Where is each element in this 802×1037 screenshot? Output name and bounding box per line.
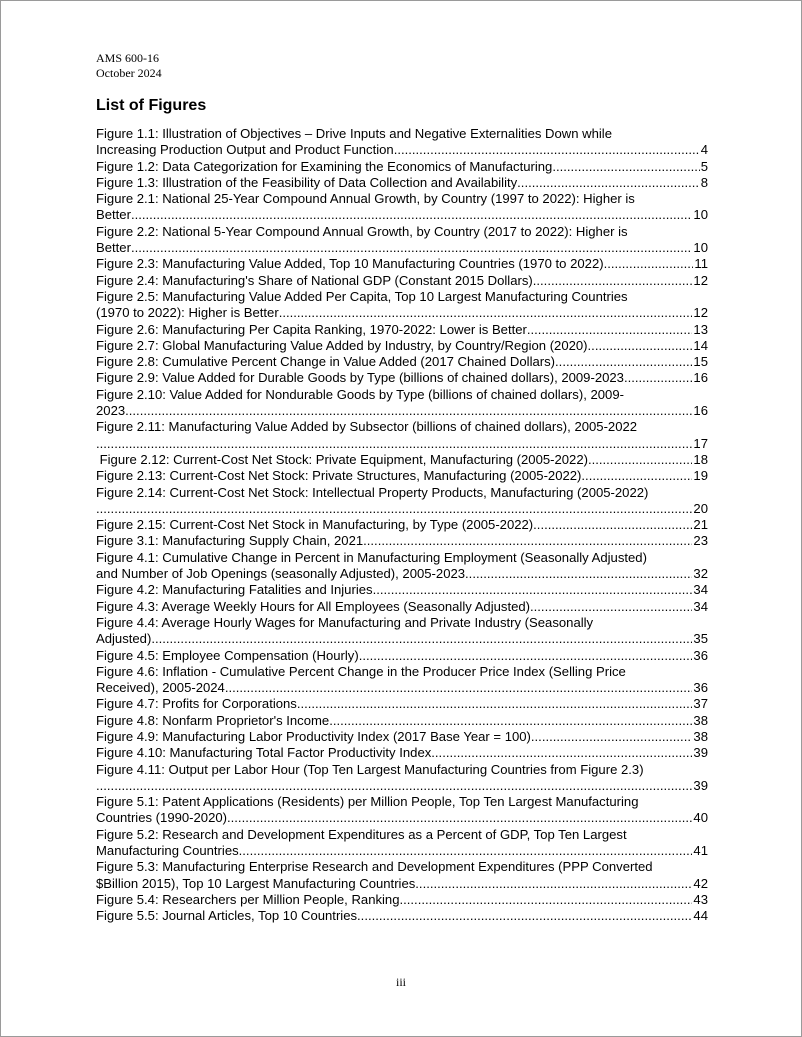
figure-entry-leader-row (96, 745, 708, 761)
dot-leader (96, 436, 692, 452)
figure-page-number: 17 (693, 435, 708, 451)
figure-page-number: 21 (693, 517, 708, 533)
document-header (96, 51, 162, 80)
figure-entry-text: Figure 4.11: Output per Labor Hour (Top Ten Largest Manufacturing Countries from Figure 2.3) (96, 761, 644, 777)
figure-entry[interactable] (96, 468, 708, 484)
figure-page-number: 34 (693, 598, 708, 614)
figure-entry-text: Figure 4.1: Cumulative Change in Percent in Manufacturing Employment (Seasonally Adjusted) (96, 549, 647, 565)
figure-entry-leader-row (96, 631, 708, 647)
dot-leader (227, 810, 692, 826)
figure-entry[interactable] (96, 419, 708, 452)
figure-entry-text: 2023 (96, 403, 126, 419)
page-number: iii (395, 975, 406, 989)
dot-leader (555, 354, 692, 370)
dot-leader (533, 517, 692, 533)
figure-entry[interactable] (96, 289, 708, 322)
dot-leader (131, 240, 692, 256)
figure-entry[interactable] (96, 892, 708, 908)
dot-leader (373, 582, 693, 598)
figure-entry-leader-row (96, 533, 708, 549)
figure-entry-leader-row (96, 810, 708, 826)
figure-entry-leader-row (96, 908, 708, 924)
figure-entry-text: Figure 2.12: Current-Cost Net Stock: Private Equipment, Manufacturing (2005-2022) (96, 451, 588, 467)
figure-entry-text: Better (96, 240, 131, 256)
figure-entry-text: Figure 2.8: Cumulative Percent Change in Value Added (2017 Chained Dollars) (96, 354, 556, 370)
figure-page-number: 38 (693, 728, 708, 744)
figure-entry[interactable] (96, 729, 708, 745)
figure-entry[interactable] (96, 224, 708, 257)
dot-leader (151, 631, 692, 647)
dot-leader (604, 256, 694, 272)
figure-entry-text: Figure 4.4: Average Hourly Wages for Manufacturing and Private Industry (Seasonally (96, 614, 594, 630)
figure-page-number: 15 (693, 354, 708, 370)
figure-page-number: 19 (693, 468, 708, 484)
figure-entry-leader-row (96, 322, 708, 338)
figure-entry-leader-row (96, 240, 708, 256)
figure-entry-leader-row (96, 778, 708, 794)
figure-entry-text: Figure 4.6: Inflation - Cumulative Percent Change in the Producer Price Index (Selling Price (96, 663, 626, 679)
figure-entry-text: Figure 2.1: National 25-Year Compound Annual Growth, by Country (1997 to 2022): Higher is (96, 191, 635, 207)
figure-entry-leader-row (96, 159, 708, 175)
figure-entry[interactable] (96, 273, 708, 289)
figure-entry-leader-row (96, 256, 708, 272)
figure-entry-text: Received), 2005-2024 (96, 680, 225, 696)
figure-entry-text: Countries (1990-2020) (96, 810, 228, 826)
dot-leader (517, 175, 700, 191)
figure-entry-leader-row (96, 713, 708, 729)
figure-page-number: 23 (693, 533, 708, 549)
figure-page-number: 20 (693, 500, 708, 516)
dot-leader (400, 892, 693, 908)
figure-entry[interactable] (96, 859, 708, 892)
figure-entry[interactable] (96, 794, 708, 827)
figure-entry[interactable] (96, 387, 708, 420)
figure-page-number: 43 (693, 891, 708, 907)
figure-page-number: 36 (693, 680, 708, 696)
figure-entry[interactable] (96, 191, 708, 224)
figure-entry-text: Figure 4.8: Nonfarm Proprietor's Income (96, 712, 330, 728)
figure-entry-text: Figure 5.4: Researchers per Million People, Ranking (96, 891, 400, 907)
dot-leader (533, 273, 693, 289)
figure-entry-text: Figure 5.1: Patent Applications (Residents) per Million People, Top Ten Largest Manufacturing (96, 794, 639, 810)
figure-entry[interactable] (96, 762, 708, 795)
figure-entry-leader-row (96, 305, 708, 321)
figure-entry[interactable] (96, 696, 708, 712)
figure-entry[interactable] (96, 517, 708, 533)
dot-leader (531, 729, 693, 745)
figure-entry-leader-row (96, 436, 708, 452)
figure-page-number: 16 (693, 403, 708, 419)
figure-entry-text: Figure 4.7: Profits for Corporations (96, 696, 297, 712)
figure-entry-leader-row (96, 566, 708, 582)
dot-leader (329, 713, 692, 729)
figure-page-number: 5 (700, 158, 708, 174)
figure-entry[interactable] (96, 175, 708, 191)
figure-entry-leader-row (96, 501, 708, 517)
figure-entry[interactable] (96, 533, 708, 549)
figure-entry[interactable] (96, 664, 708, 697)
figure-entry-text: Adjusted) (96, 631, 152, 647)
figure-page-number: 35 (693, 631, 708, 647)
figure-entry[interactable] (96, 713, 708, 729)
figure-page-number: 36 (693, 647, 708, 663)
dot-leader (357, 908, 692, 924)
figure-entry[interactable] (96, 648, 708, 664)
document-id: AMS 600-16 (96, 51, 160, 65)
figure-entry-leader-row (96, 468, 708, 484)
figure-entry-text: Figure 2.9: Value Added for Durable Goods by Type (billions of chained dollars), 2009-2023 (96, 370, 624, 386)
dot-leader (96, 778, 692, 794)
figure-entry-text: Figure 2.3: Manufacturing Value Added, Top 10 Manufacturing Countries (1970 to 2022) (96, 256, 604, 272)
figure-entry-text: Figure 2.14: Current-Cost Net Stock: Intellectual Property Products, Manufacturing (2005-2022) (96, 484, 649, 500)
figure-entry-leader-row (96, 273, 708, 289)
figure-page-number: 38 (693, 712, 708, 728)
list-of-figures (96, 126, 708, 925)
figure-page-number: 39 (693, 777, 708, 793)
figure-entry[interactable] (96, 256, 708, 272)
figure-entry[interactable] (96, 338, 708, 354)
figure-entry-leader-row (96, 680, 708, 696)
figure-entry-text: Figure 2.6: Manufacturing Per Capita Ranking, 1970-2022: Lower is Better (96, 321, 527, 337)
figure-entry-leader-row (96, 207, 708, 223)
dot-leader (96, 501, 692, 517)
figure-page-number: 13 (693, 321, 708, 337)
figure-entry-leader-row (96, 696, 708, 712)
figure-page-number: 39 (693, 745, 708, 761)
figure-entry-leader-row (96, 517, 708, 533)
figure-entry-text: Figure 5.5: Journal Articles, Top 10 Countries (96, 908, 358, 924)
figure-entry-text: Figure 1.2: Data Categorization for Examining the Economics of Manufacturing (96, 158, 553, 174)
list-of-figures-title: List of Figures (96, 97, 207, 114)
figure-entry-text: Figure 2.4: Manufacturing's Share of National GDP (Constant 2015 Dollars) (96, 272, 533, 288)
figure-entry-text: $Billion 2015), Top 10 Largest Manufacturing Countries (96, 875, 416, 891)
dot-leader (588, 452, 692, 468)
figure-entry[interactable] (96, 827, 708, 860)
figure-entry[interactable] (96, 370, 708, 386)
figure-entry-text: Figure 4.9: Manufacturing Labor Productivity Index (2017 Base Year = 100) (96, 728, 531, 744)
figure-entry[interactable] (96, 354, 708, 370)
dot-leader (624, 370, 692, 386)
figure-entry-leader-row (96, 354, 708, 370)
figure-entry-leader-row (96, 452, 708, 468)
figure-entry[interactable] (96, 582, 708, 598)
dot-leader (415, 876, 692, 892)
figure-entry-leader-row (96, 599, 708, 615)
dot-leader (125, 403, 692, 419)
figure-page-number: 8 (700, 174, 708, 190)
figure-entry[interactable] (96, 159, 708, 175)
dot-leader (530, 599, 692, 615)
figure-page-number: 14 (693, 337, 708, 353)
figure-entry-leader-row (96, 892, 708, 908)
figure-entry[interactable] (96, 550, 708, 583)
figure-entry[interactable] (96, 126, 708, 159)
figure-entry-text: Figure 2.13: Current-Cost Net Stock: Private Structures, Manufacturing (2005-2022) (96, 468, 582, 484)
figure-entry-leader-row (96, 142, 708, 158)
figure-page-number: 40 (693, 810, 708, 826)
dot-leader (588, 338, 693, 354)
figure-page-number: 4 (700, 142, 708, 158)
figure-entry-text: (1970 to 2022): Higher is Better (96, 305, 279, 321)
figure-entry[interactable] (96, 322, 708, 338)
figure-entry-leader-row (96, 338, 708, 354)
figure-entry-text: Figure 3.1: Manufacturing Supply Chain, 2021 (96, 533, 364, 549)
figure-entry-text: Figure 2.15: Current-Cost Net Stock in Manufacturing, by Type (2005-2022) (96, 517, 534, 533)
figure-entry-leader-row (96, 648, 708, 664)
figure-entry-text: Figure 2.10: Value Added for Nondurable Goods by Type (billions of chained dollars), 2009- (96, 386, 624, 402)
dot-leader (225, 680, 693, 696)
figure-entry-text: Figure 5.3: Manufacturing Enterprise Research and Development Expenditures (PPP Converted (96, 859, 653, 875)
figure-entry-text: Figure 1.3: Illustration of the Feasibility of Data Collection and Availability (96, 174, 518, 190)
figure-entry[interactable] (96, 908, 708, 924)
dot-leader (363, 533, 692, 549)
dot-leader (359, 648, 693, 664)
figure-entry-text: Figure 2.2: National 5-Year Compound Annual Growth, by Country (2017 to 2022): Higher is (96, 223, 628, 239)
dot-leader (552, 159, 699, 175)
dot-leader (239, 843, 693, 859)
figure-page-number: 10 (693, 207, 708, 223)
figure-page-number: 34 (693, 582, 708, 598)
figure-entry-text: Increasing Production Output and Product Function (96, 142, 394, 158)
figure-page-number: 32 (693, 566, 708, 582)
figure-entry-text: Better (96, 207, 131, 223)
figure-entry-leader-row (96, 876, 708, 892)
dot-leader (297, 696, 693, 712)
figure-entry-text: Figure 4.2: Manufacturing Fatalities and Injuries (96, 582, 373, 598)
figure-entry-leader-row (96, 729, 708, 745)
dot-leader (581, 468, 692, 484)
figure-entry-text: Figure 5.2: Research and Development Expenditures as a Percent of GDP, Top Ten Largest (96, 826, 627, 842)
figure-entry-text: and Number of Job Openings (seasonally Adjusted), 2005-2023 (96, 566, 466, 582)
dot-leader (465, 566, 692, 582)
figure-entry[interactable] (96, 485, 708, 518)
figure-page-number: 12 (693, 305, 708, 321)
figure-entry-leader-row (96, 403, 708, 419)
figure-entry-text: Figure 2.7: Global Manufacturing Value Added by Industry, by Country/Region (2020) (96, 337, 588, 353)
dot-leader (431, 745, 692, 761)
figure-page-number: 37 (693, 696, 708, 712)
dot-leader (131, 207, 692, 223)
figure-entry-text: Figure 4.5: Employee Compensation (Hourly) (96, 647, 359, 663)
figure-entry-text: Figure 4.10: Manufacturing Total Factor Productivity Index (96, 745, 432, 761)
figure-entry-text: Figure 1.1: Illustration of Objectives – Drive Inputs and Negative Externalities Down while (96, 126, 612, 141)
figure-entry[interactable] (96, 452, 708, 468)
figure-entry[interactable] (96, 745, 708, 761)
figure-page-number: 42 (693, 875, 708, 891)
figure-page-number: 41 (693, 843, 708, 859)
figure-page-number: 16 (693, 370, 708, 386)
figure-entry-leader-row (96, 582, 708, 598)
figure-entry-text: Figure 2.5: Manufacturing Value Added Per Capita, Top 10 Largest Manufacturing Countries (96, 288, 628, 304)
figure-page-number: 10 (693, 240, 708, 256)
figure-page-number: 44 (693, 908, 708, 924)
figure-entry[interactable] (96, 615, 708, 648)
dot-leader (394, 142, 700, 158)
figure-page-number: 11 (694, 256, 708, 272)
figure-entry-leader-row (96, 175, 708, 191)
figure-entry-text: Manufacturing Countries (96, 843, 239, 859)
figure-entry-text: Figure 2.11: Manufacturing Value Added by Subsector (billions of chained dollars), 2005-2022 (96, 419, 638, 435)
document-date: October 2024 (96, 65, 162, 80)
dot-leader (279, 305, 693, 321)
dot-leader (527, 322, 693, 338)
figure-entry-leader-row (96, 370, 708, 386)
figure-page-number: 12 (693, 272, 708, 288)
figure-entry-text: Figure 4.3: Average Weekly Hours for All Employees (Seasonally Adjusted) (96, 598, 531, 614)
figure-entry-leader-row (96, 843, 708, 859)
figure-entry[interactable] (96, 599, 708, 615)
figure-page-number: 18 (693, 451, 708, 467)
